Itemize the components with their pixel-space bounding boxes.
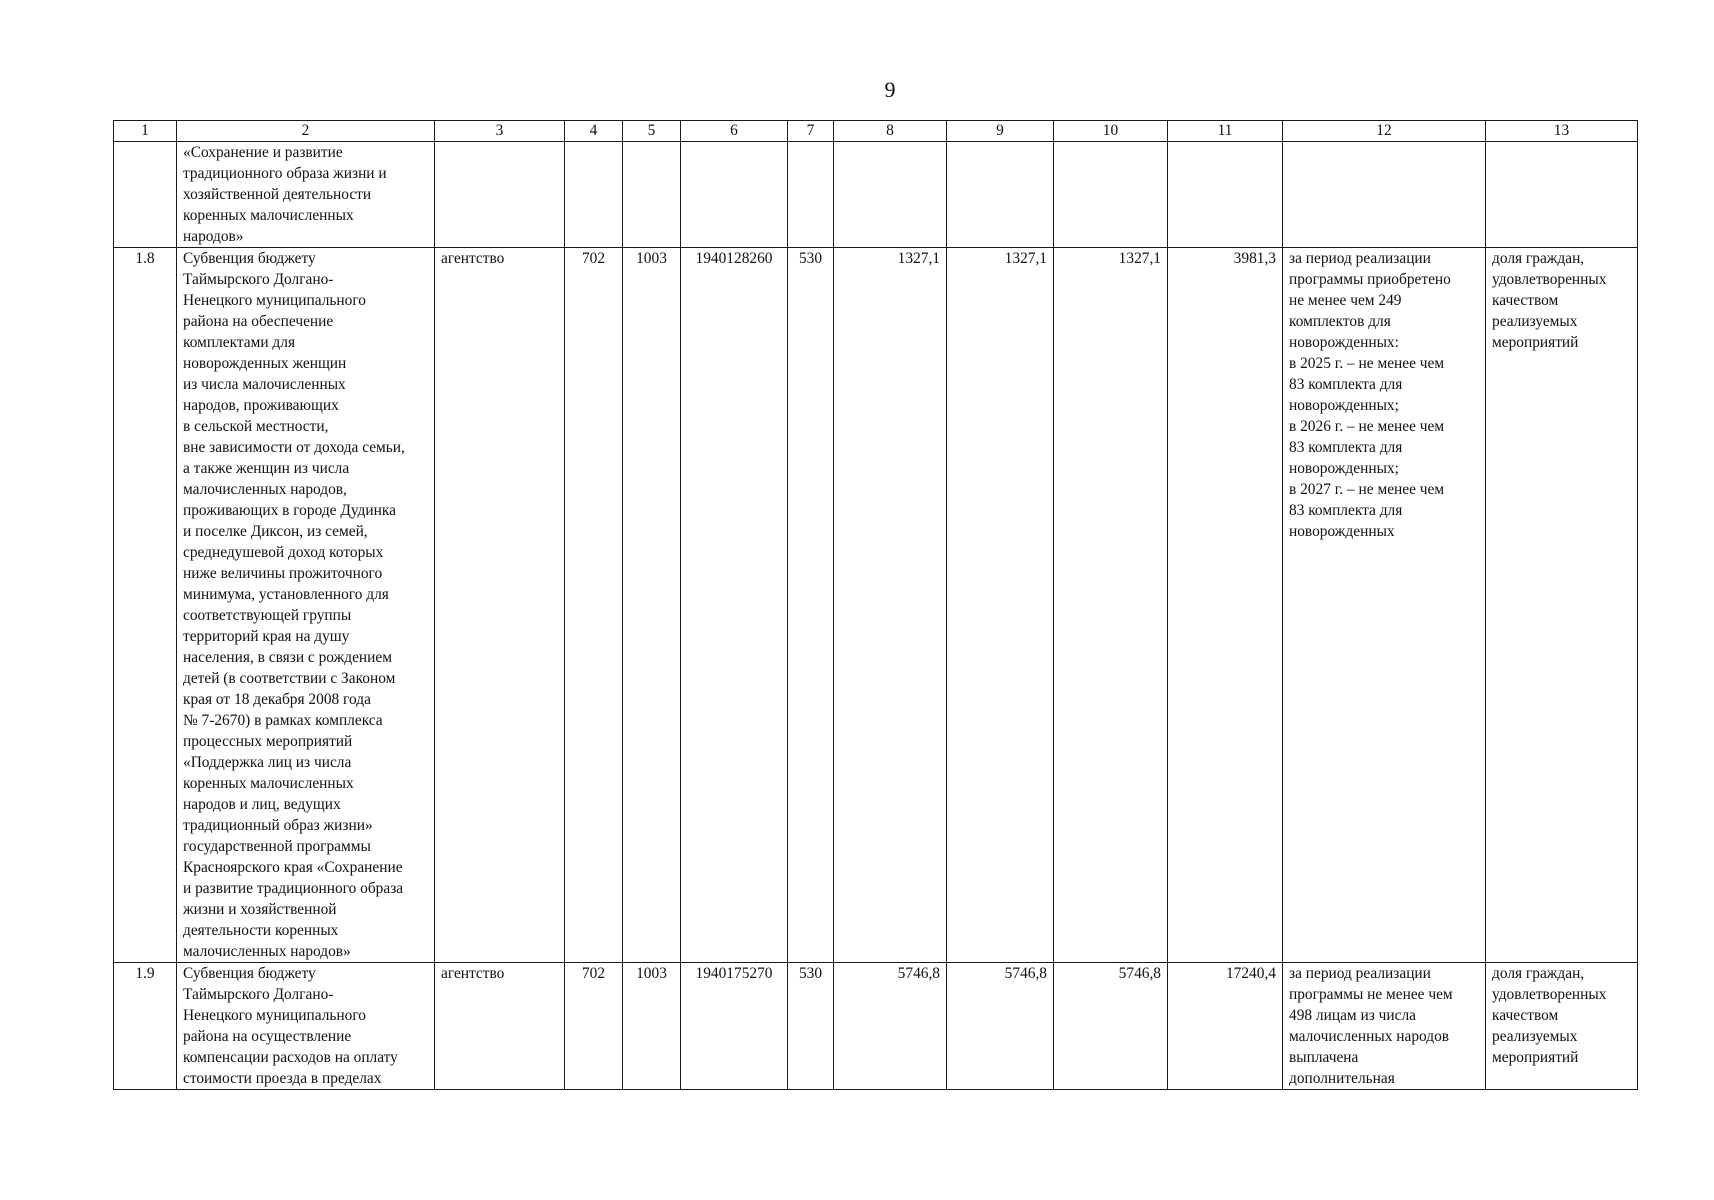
text-line: района на осуществление — [183, 1028, 352, 1045]
text-line: 83 комплекта для — [1289, 439, 1403, 456]
table-row — [114, 963, 1638, 1090]
text-line: Ненецкого муниципального — [183, 292, 366, 309]
text-line: и поселке Диксон, из семей, — [183, 523, 368, 540]
code-cell: 1003 — [623, 248, 681, 963]
column-number-row — [114, 121, 1638, 142]
text-line: комплектами для — [183, 334, 296, 351]
text-line: коренных малочисленных — [183, 775, 354, 792]
text-line: территорий края на душу — [183, 628, 350, 645]
amount-cell: 5746,8 — [834, 963, 947, 1090]
text-line: традиционного образа жизни и — [183, 165, 387, 182]
text-line: «Поддержка лиц из числа — [183, 754, 352, 771]
text-line: процессных мероприятий — [183, 733, 353, 750]
amount-cell: 1327,1 — [1054, 248, 1168, 963]
text-line: Ненецкого муниципального — [183, 1007, 366, 1024]
column-header: 13 — [1486, 121, 1638, 142]
code-cell: 530 — [788, 248, 834, 963]
text-line: новорожденных — [1289, 523, 1395, 540]
description-cell — [177, 248, 435, 963]
amount-cell: 1327,1 — [834, 248, 947, 963]
text-line: реализуемых — [1492, 313, 1578, 330]
continuation-cell — [177, 142, 435, 248]
column-header: 10 — [1054, 121, 1168, 142]
table-row — [114, 248, 1638, 963]
column-header: 6 — [681, 121, 788, 142]
text-line: детей (в соответствии с Законом — [183, 670, 396, 687]
continuation-row — [114, 142, 1638, 248]
text-line: малочисленных народов — [1289, 1028, 1450, 1045]
code-cell: 1940128260 — [681, 248, 788, 963]
text-line: доля граждан, — [1492, 250, 1585, 267]
executor-cell: агентство — [435, 248, 565, 963]
text-line: 498 лицам из числа — [1289, 1007, 1416, 1024]
text-line: вне зависимости от дохода семьи, — [183, 439, 405, 456]
text-line: программы приобретено — [1289, 271, 1451, 288]
column-header: 7 — [788, 121, 834, 142]
page-number: 9 — [884, 77, 896, 102]
text-line: 83 комплекта для — [1289, 502, 1403, 519]
row-number: 1.8 — [114, 248, 177, 963]
total-cell: 3981,3 — [1168, 248, 1283, 963]
code-cell: 1003 — [623, 963, 681, 1090]
text-line: и развитие традиционного образа — [183, 880, 404, 897]
text-line: проживающих в городе Дудинка — [183, 502, 396, 519]
code-cell: 702 — [565, 963, 623, 1090]
text-line: не менее чем 249 — [1289, 292, 1402, 309]
text-line: минимума, установленного для — [183, 586, 389, 603]
row-number: 1.9 — [114, 963, 177, 1090]
amount-cell: 5746,8 — [947, 963, 1054, 1090]
text-line: Субвенция бюджету — [183, 965, 316, 982]
text-line: а также женщин из числа — [183, 460, 350, 477]
text-line: народов» — [183, 228, 244, 245]
text-line: новорожденных; — [1289, 397, 1399, 414]
result-cell — [1283, 248, 1486, 963]
text-line: в 2026 г. – не менее чем — [1289, 418, 1445, 435]
text-line: народов, проживающих — [183, 397, 339, 414]
column-header: 12 — [1283, 121, 1486, 142]
indicator-cell — [1486, 248, 1638, 963]
text-line: хозяйственной деятельности — [183, 186, 372, 203]
text-line: реализуемых — [1492, 1028, 1578, 1045]
total-cell: 17240,4 — [1168, 963, 1283, 1090]
text-line: государственной программы — [183, 838, 371, 855]
text-line: мероприятий — [1492, 334, 1579, 351]
text-line: малочисленных народов» — [183, 943, 351, 960]
text-line: среднедушевой доход которых — [183, 544, 384, 561]
text-line: района на обеспечение — [183, 313, 334, 330]
indicator-cell — [1486, 963, 1638, 1090]
text-line: Субвенция бюджету — [183, 250, 316, 267]
text-line: малочисленных народов, — [183, 481, 347, 498]
text-line: новорожденных женщин — [183, 355, 347, 372]
text-line: традиционный образ жизни» — [183, 817, 373, 834]
text-line: качеством — [1492, 292, 1559, 309]
column-header: 4 — [565, 121, 623, 142]
text-line: удовлетворенных — [1492, 271, 1607, 288]
text-line: края от 18 декабря 2008 года — [183, 691, 371, 708]
text-line: в 2025 г. – не менее чем — [1289, 355, 1445, 372]
text-line: в сельской местности, — [183, 418, 329, 435]
text-line: новорожденных; — [1289, 460, 1399, 477]
text-line: коренных малочисленных — [183, 207, 354, 224]
text-line: «Сохранение и развитие — [183, 144, 343, 161]
result-cell — [1283, 963, 1486, 1090]
text-line: новорожденных: — [1289, 334, 1399, 351]
text-line: Таймырского Долгано- — [183, 986, 334, 1003]
text-line: № 7-2670) в рамках комплекса — [183, 712, 383, 729]
text-line: соответствующей группы — [183, 607, 352, 624]
text-line: стоимости проезда в пределах — [183, 1070, 382, 1087]
text-line: ниже величины прожиточного — [183, 565, 383, 582]
code-cell: 1940175270 — [681, 963, 788, 1090]
text-line: выплачена — [1289, 1049, 1359, 1066]
text-line: дополнительная — [1289, 1070, 1395, 1087]
text-line: жизни и хозяйственной — [183, 901, 337, 918]
column-header: 3 — [435, 121, 565, 142]
text-line: народов и лиц, ведущих — [183, 796, 341, 813]
column-header: 5 — [623, 121, 681, 142]
text-line: за период реализации — [1289, 250, 1431, 267]
text-line: деятельности коренных — [183, 922, 339, 939]
column-header: 8 — [834, 121, 947, 142]
text-line: программы не менее чем — [1289, 986, 1453, 1003]
text-line: из числа малочисленных — [183, 376, 346, 393]
code-cell: 702 — [565, 248, 623, 963]
code-cell: 530 — [788, 963, 834, 1090]
executor-cell: агентство — [435, 963, 565, 1090]
text-line: мероприятий — [1492, 1049, 1579, 1066]
program-table — [113, 120, 1638, 1090]
text-line: комплектов для — [1289, 313, 1391, 330]
text-line: 83 комплекта для — [1289, 376, 1403, 393]
column-header: 2 — [177, 121, 435, 142]
text-line: доля граждан, — [1492, 965, 1585, 982]
column-header: 9 — [947, 121, 1054, 142]
text-line: качеством — [1492, 1007, 1559, 1024]
text-line: Таймырского Долгано- — [183, 271, 334, 288]
text-line: компенсации расходов на оплату — [183, 1049, 398, 1066]
amount-cell: 5746,8 — [1054, 963, 1168, 1090]
amount-cell: 1327,1 — [947, 248, 1054, 963]
text-line: в 2027 г. – не менее чем — [1289, 481, 1445, 498]
text-line: населения, в связи с рождением — [183, 649, 392, 666]
text-line: за период реализации — [1289, 965, 1431, 982]
text-line: удовлетворенных — [1492, 986, 1607, 1003]
text-line: Красноярского края «Сохранение — [183, 859, 403, 876]
description-cell — [177, 963, 435, 1090]
column-header: 11 — [1168, 121, 1283, 142]
column-header: 1 — [114, 121, 177, 142]
